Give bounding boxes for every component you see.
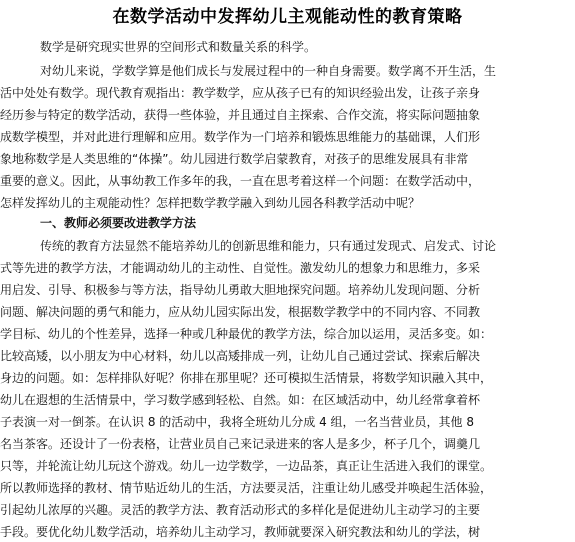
- paragraph-line: 名当茶客。还设计了一份表格，让营业员自己来记录进来的客人是多少，杯子几个，调羹几: [0, 437, 481, 451]
- paragraph-line: 比较高矮，以小朋友为中心材料，幼儿以高矮排成一列，让幼儿自己通过尝试、探索后解决: [0, 349, 481, 363]
- paragraph-line: 成数学模型，并对此进行理解和应用。数学作为一门培养和锻炼思维能力的基础课，人们形: [0, 130, 481, 144]
- paragraph-line: 引起幼儿浓厚的兴趣。灵活的教学方法、教育活动形式的多样化是促进幼儿主动学习的主要: [0, 503, 481, 517]
- paragraph-line: 手段。要优化幼儿数学活动，培养幼儿主动学习，教师就要深入研究教法和幼儿的学法，树: [0, 525, 481, 539]
- paragraph-line: 子表演一对一倒茶。在认识 8 的活动中，我将全班幼儿分成 4 组，一名当营业员，其他 8: [0, 415, 474, 429]
- paragraph-line: 所以教师选择的教材、情节贴近幼儿的生活，方法要灵活，注重让幼儿感受并唤起生活体验，: [0, 481, 493, 495]
- paragraph-line: 身边的问题。如：怎样排队好呢？你排在那里呢？还可模拟生活情景，将数学知识融入其中，: [0, 371, 493, 385]
- paragraph-line: 重要的意义。因此，从事幼教工作多年的我，一直在思考着这样一个问题：在数学活动中，: [0, 174, 481, 188]
- paragraph-line: 象地称数学是人类思维的“体操”。幼儿园进行数学启蒙教育，对孩子的思维发展具有非常: [0, 152, 469, 166]
- paragraph-line: 只等，并轮流让幼儿玩这个游戏。幼儿一边学数学，一边品茶，真正让生活进入我们的课堂。: [0, 459, 493, 473]
- paragraph-line: 对幼儿来说，学数学算是他们成长与发展过程中的一种自身需要。数学离不开生活，生: [40, 64, 497, 78]
- paragraph-line: 活中处处有数学。现代教育观指出：教学数学，应从孩子已有的知识经验出发，让孩子亲身: [0, 86, 481, 100]
- paragraph-line: 怎样发挥幼儿的主观能动性？怎样把数学教学融入到幼儿园各科教学活动中呢？: [0, 196, 421, 210]
- paragraph-line: 问题、解决问题的勇气和能力，应从幼儿园实际出发，根据数学教学中的不同内容、不同教: [0, 305, 481, 319]
- document-title: 在数学活动中发挥幼儿主观能动性的教育策略: [112, 7, 463, 27]
- paragraph-line: 经历参与特定的数学活动，获得一些体验，并且通过自主探索、合作交流，将实际问题抽象: [0, 108, 481, 122]
- section-heading: 一、教师必须要改进教学方法: [40, 216, 197, 230]
- paragraph-line: 幼儿在遐想的生活情景中，学习数学感到轻松、自然。如：在区域活动中，幼儿经常拿着杯: [0, 393, 481, 407]
- paragraph-line: 式等先进的教学方法，才能调动幼儿的主动性、自觉性。激发幼儿的想象力和思维力，多采: [0, 261, 481, 275]
- paragraph-line: 学目标、幼儿的个性差异，选择一种或几种最优的教学方法，综合加以运用，灵活多变。如：: [0, 327, 493, 341]
- paragraph-line: 数学是研究现实世界的空间形式和数量关系的科学。: [40, 40, 317, 54]
- paragraph-line: 用启发、引导、积极参与等方法，指导幼儿勇敢大胆地探究问题。培养幼儿发现问题、分析: [0, 283, 481, 297]
- paragraph-line: 传统的教育方法显然不能培养幼儿的创新思维和能力，只有通过发现式、启发式、讨论: [40, 239, 497, 253]
